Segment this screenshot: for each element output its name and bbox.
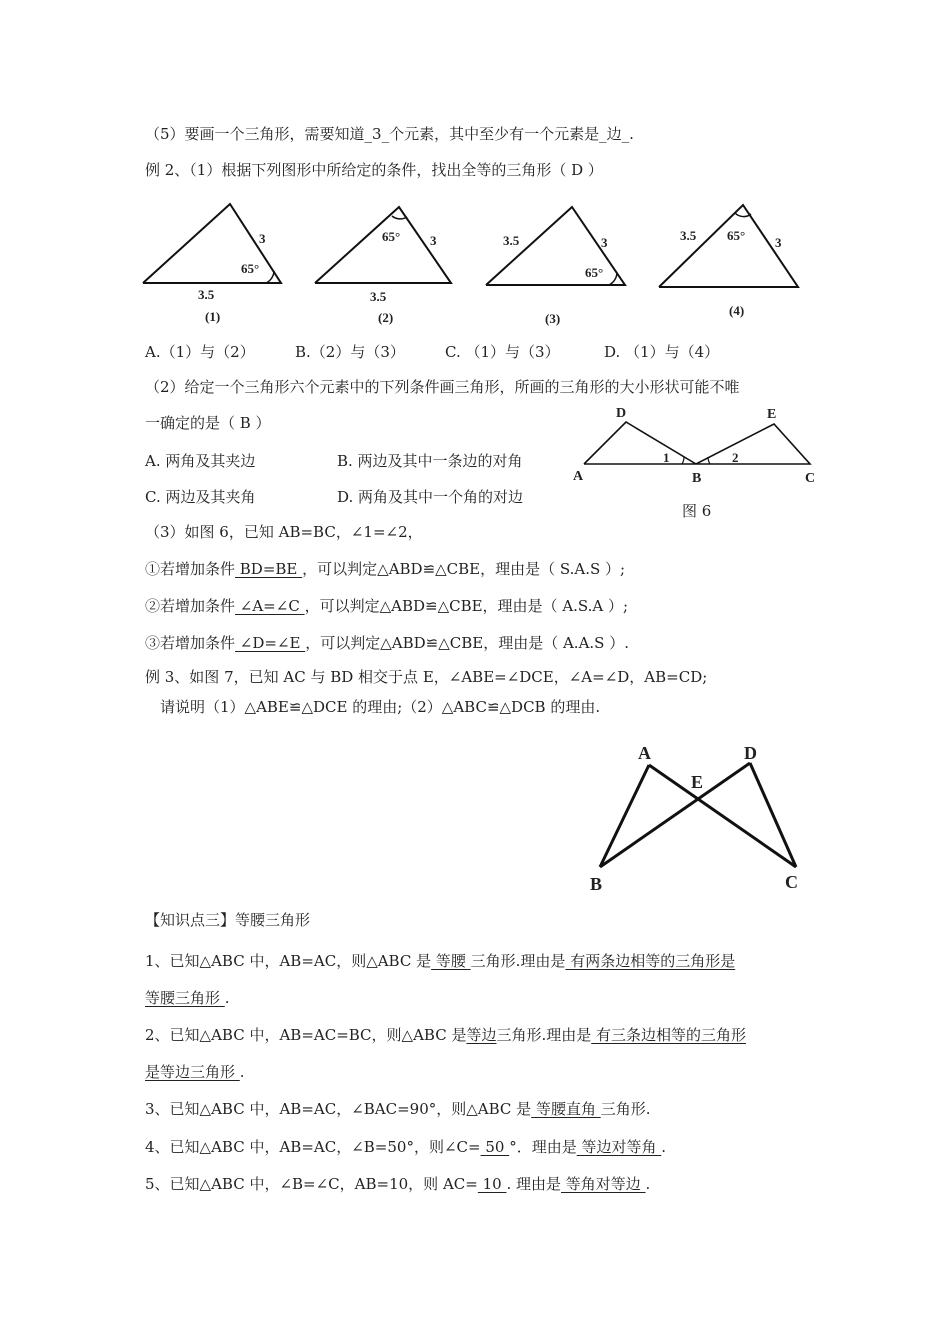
triangle-4 xyxy=(659,205,798,318)
triangle-1-side-a: 3 xyxy=(259,231,266,246)
cond2-mid: ，可以判定△ABD≌△CBE，理由是（ A.S.A ）; xyxy=(304,597,629,615)
kp3-q2 xyxy=(145,1025,746,1045)
ex2-2-option-c: C. 两边及其夹角 xyxy=(145,488,256,506)
q4-text2: °．理由是 xyxy=(509,1138,577,1156)
ex2-2-option-a: A. 两角及其夹边 xyxy=(145,452,256,470)
kp3-q3 xyxy=(145,1099,651,1119)
triangle-1-side-b: 3.5 xyxy=(198,287,215,302)
triangle-3-side-a: 3 xyxy=(601,235,608,250)
ex2-option-a: A.（1）与（2） xyxy=(145,343,255,361)
ex2-2-line2: 一确定的是（ B ） xyxy=(145,414,271,432)
triangle-3 xyxy=(486,207,625,326)
cond3-blank: ∠D=∠E xyxy=(235,634,306,652)
ex2-option-d: D. （1）与（4） xyxy=(604,343,720,361)
cond1-blank: BD=BE xyxy=(235,560,303,578)
triangle-2-angle: 65° xyxy=(382,229,401,244)
q1-blank1: 等腰 xyxy=(431,952,471,970)
q5-blank2: _边_ xyxy=(599,125,630,143)
q5-text: 5、已知△ABC 中，∠B=∠C，AB=10，则 AC= xyxy=(145,1175,478,1193)
cond1-pre: ①若增加条件 xyxy=(145,560,236,578)
ex2-3-cond3 xyxy=(145,633,629,653)
kp3-q4 xyxy=(145,1137,666,1157)
triangle-3-side-b: 3.5 xyxy=(503,233,520,248)
fig6-label-c: C xyxy=(805,471,816,486)
fig6-angle-2: 2 xyxy=(732,450,739,465)
cond2-pre: ②若增加条件 xyxy=(145,597,236,615)
q1-text: 1、已知△ABC 中，AB=AC，则△ABC 是 xyxy=(145,952,432,970)
cond2-blank: ∠A=∠C xyxy=(235,597,305,615)
q1-text2: 三角形.理由是 xyxy=(470,952,566,970)
ex2-2-option-b: B. 两边及其中一条边的对角 xyxy=(337,452,523,470)
q2-text: 2、已知△ABC 中，AB=AC=BC，则△ABC 是 xyxy=(145,1026,467,1044)
triangle-2-side-b: 3.5 xyxy=(370,289,387,304)
fig7-label-e: E xyxy=(691,772,704,792)
q1-blank2-cont: 等腰三角形 xyxy=(145,989,225,1007)
fig7-label-c: C xyxy=(785,872,798,892)
triangle-1-angle: 65° xyxy=(241,261,260,276)
q5-blank2: 等角对等边 xyxy=(561,1175,646,1193)
kp3-q5 xyxy=(145,1174,650,1194)
cond3-mid: ，可以判定△ABD≌△CBE，理由是（ A.A.S ）. xyxy=(305,634,629,652)
triangle-2 xyxy=(315,207,451,325)
q2-end: . xyxy=(239,1063,245,1081)
q3-text2: 三角形. xyxy=(600,1100,651,1118)
triangle-4-side-a: 3 xyxy=(775,235,782,250)
q5-end: . xyxy=(645,1175,651,1193)
q1-end: . xyxy=(224,989,230,1007)
fig6-label-b: B xyxy=(692,471,702,486)
q2-blank2-cont: 是等边三角形 xyxy=(145,1063,240,1081)
ex2-intro: 例 2、（1）根据下列图形中所给定的条件，找出全等的三角形（ D ） xyxy=(145,161,603,179)
cond1-mid: ，可以判定△ABD≌△CBE，理由是（ S.A.S ）; xyxy=(302,560,626,578)
triangle-2-caption: (2) xyxy=(378,310,394,325)
triangle-1 xyxy=(143,204,281,324)
q4-end: . xyxy=(661,1138,667,1156)
triangle-3-caption: (3) xyxy=(545,311,561,326)
fig6-caption: 图 6 xyxy=(682,502,712,520)
triangle-3-angle: 65° xyxy=(585,265,604,280)
q4-text: 4、已知△ABC 中，AB=AC，∠B=50°，则∠C= xyxy=(145,1138,481,1156)
triangles-figure xyxy=(135,195,815,330)
triangle-4-angle: 65° xyxy=(727,228,746,243)
q5-line xyxy=(145,124,634,144)
q4-blank1: 50 xyxy=(480,1138,510,1156)
q5-text2: 个元素，其中至少有一个元素是 xyxy=(389,125,600,143)
q5-blank1: _3_ xyxy=(364,125,390,143)
cond3-pre: ③若增加条件 xyxy=(145,634,236,652)
ex2-2-option-d: D. 两角及其中一个角的对边 xyxy=(337,488,524,506)
fig7-label-d: D xyxy=(744,743,757,763)
triangle-2-side-a: 3 xyxy=(430,233,437,248)
fig7-label-b: B xyxy=(590,874,603,894)
q5-text2: . 理由是 xyxy=(506,1175,561,1193)
ex2-2-line1: （2）给定一个三角形六个元素中的下列条件画三角形，所画的三角形的大小形状可能不唯 xyxy=(145,378,740,396)
ex3-line1: 例 3、如图 7，已知 AC 与 BD 相交于点 E，∠ABE=∠DCE，∠A=∠D，AB=CD; xyxy=(145,668,708,686)
q1-blank2: 有两条边相等的三角形是 xyxy=(565,952,736,970)
kp3-q2-cont xyxy=(145,1062,245,1082)
q2-text2: 三角形.理由是 xyxy=(496,1026,592,1044)
q3-text: 3、已知△ABC 中，AB=AC，∠BAC=90°，则△ABC 是 xyxy=(145,1100,532,1118)
ex2-option-c: C. （1）与（3） xyxy=(445,343,560,361)
fig6-label-d: D xyxy=(616,406,627,421)
q2-blank2: 有三条边相等的三角形 xyxy=(591,1026,747,1044)
q2-blank1: 等边 xyxy=(466,1026,497,1044)
ex2-option-b: B.（2）与（3） xyxy=(295,343,405,361)
ex2-3-intro: （3）如图 6，已知 AB=BC，∠1=∠2， xyxy=(145,523,423,541)
fig6-label-e: E xyxy=(767,407,777,422)
triangle-4-side-b: 3.5 xyxy=(680,228,697,243)
q5-text3: . xyxy=(629,125,634,143)
fig7-label-a: A xyxy=(638,743,651,763)
fig6-label-a: A xyxy=(573,469,584,484)
q4-blank2: 等边对等角 xyxy=(576,1138,662,1156)
triangle-4-caption: (4) xyxy=(729,303,745,318)
kp3-heading: 【知识点三】等腰三角形 xyxy=(145,911,311,929)
q3-blank1: 等腰直角 xyxy=(531,1100,601,1118)
kp3-q1-cont xyxy=(145,988,230,1008)
kp3-q1 xyxy=(145,951,735,971)
fig6-angle-1: 1 xyxy=(663,450,670,465)
q5-text1: （5）要画一个三角形，需要知道 xyxy=(145,125,365,143)
ex3-line2: 请说明（1）△ABE≌△DCE 的理由;（2）△ABC≌△DCB 的理由. xyxy=(160,698,601,716)
ex2-3-cond2 xyxy=(145,596,628,616)
figure-7 xyxy=(580,735,810,900)
ex2-3-cond1 xyxy=(145,559,625,579)
q5-blank1: 10 xyxy=(477,1175,507,1193)
triangle-1-caption: (1) xyxy=(205,309,221,324)
